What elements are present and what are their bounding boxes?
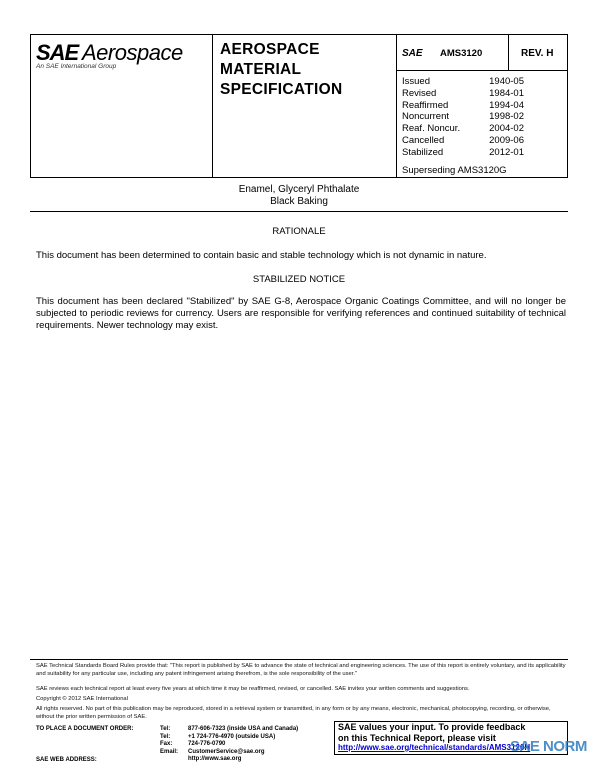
- sae-logo-aerospace: Aerospace: [82, 40, 183, 65]
- history-date: 2009-06: [489, 134, 524, 146]
- history-date: 1940-05: [489, 76, 524, 87]
- history-row: [402, 135, 524, 147]
- header-divider-docnum: [396, 70, 568, 71]
- feedback-line2: on this Technical Report, please visit: [338, 732, 496, 743]
- header-divider-rev: [508, 34, 509, 70]
- history-row: [402, 88, 524, 100]
- history-label: Reaf. Noncur.: [402, 123, 461, 135]
- superseding-note: Superseding AMS3120G: [402, 165, 507, 176]
- header-divider-left: [212, 34, 213, 178]
- contact-value: 877-606-7323 (inside USA and Canada): [188, 726, 299, 732]
- subject-line2: Black Baking: [270, 196, 328, 207]
- history-row: [402, 111, 524, 123]
- contact-key: Fax:: [160, 741, 173, 748]
- history-date: 1994-04: [489, 99, 524, 111]
- footer-rules-text: SAE Technical Standards Board Rules provide that: "This report is published by SAE to advance the state of technical and engineering sciences. The use of this report is entirely voluntary, and its applicability and suitability for any particular use, including any patent infringement arising therefrom, is the sole responsibility of the user.": [36, 663, 566, 677]
- history-date: 1984-01: [489, 87, 524, 99]
- document-history: [402, 76, 524, 159]
- history-date: 2004-02: [489, 123, 524, 135]
- footer-copyright: Copyright © 2012 SAE International: [36, 696, 128, 702]
- rationale-heading: RATIONALE: [272, 226, 326, 237]
- header-divider-right: [396, 34, 397, 178]
- footer-review-text: SAE reviews each technical report at least every five years at which time it may be reaffirmed, revised, or cancelled. SAE invites your written comments and suggestions.: [36, 686, 470, 692]
- feedback-line1: SAE values your input. To provide feedback: [338, 722, 526, 732]
- history-date: 1998-02: [489, 111, 524, 123]
- contact-value: 724-776-0790: [188, 741, 226, 748]
- history-row: [402, 123, 524, 135]
- feedback-text: [338, 722, 525, 743]
- feedback-link[interactable]: http://www.sae.org/technical/standards/AMS3120H: [338, 743, 531, 752]
- sae-website-link[interactable]: http://www.sae.org: [188, 756, 242, 763]
- spec-title-line3: SPECIFICATION: [220, 81, 343, 98]
- contact-key: Email:: [160, 748, 179, 755]
- web-address-label: SAE WEB ADDRESS:: [36, 757, 97, 763]
- document-subject: [30, 184, 568, 208]
- stabilized-text: This document has been declared "Stabilized" by SAE G-8, Aerospace Organic Coatings Committee, and will no longer be subjected to periodic reviews for currency. Users are responsible for verifying references and continued suitability of technical requirements. Newer technology may exist.: [36, 296, 566, 331]
- history-label: Noncurrent: [402, 111, 449, 123]
- order-label: TO PLACE A DOCUMENT ORDER:: [36, 726, 134, 732]
- history-label: Reaffirmed: [402, 99, 449, 111]
- sae-small-mark: SAE: [402, 48, 423, 59]
- history-date: 2012-01: [489, 146, 524, 158]
- history-label: Revised: [402, 87, 437, 99]
- contact-key: Tel:: [160, 726, 171, 732]
- subject-divider: [30, 211, 568, 212]
- spec-title: [220, 40, 342, 100]
- footer-rights-text: All rights reserved. No part of this publication may be reproduced, stored in a retrieval system or transmitted, in any form or by any means, electronic, mechanical, photocopying, recording, or otherwise, without the prior written permission of SAE.: [36, 706, 551, 720]
- history-label: Issued: [402, 76, 430, 87]
- contact-value: +1 724-776-4970 (outside USA): [188, 733, 276, 740]
- contact-email[interactable]: CustomerService@sae.org: [188, 748, 265, 755]
- history-row: [402, 147, 524, 159]
- stabilized-heading: STABILIZED NOTICE: [252, 274, 346, 285]
- history-label: Stabilized: [402, 146, 444, 158]
- spec-title-line2: MATERIAL: [220, 61, 302, 78]
- sae-norm-watermark: SAE NORM: [510, 738, 587, 755]
- sae-logo-mark: SAE: [36, 40, 79, 65]
- contact-key: Tel:: [160, 733, 171, 740]
- history-label: Cancelled: [402, 134, 445, 146]
- rationale-text: This document has been determined to contain basic and stable technology which is not dynamic in nature.: [36, 250, 487, 261]
- sae-logo-subtitle: An SAE International Group: [36, 63, 117, 70]
- revision-label: REV. H: [521, 48, 554, 59]
- footer-divider: [30, 659, 568, 660]
- history-row: [402, 76, 524, 88]
- subject-line1: Enamel, Glyceryl Phthalate: [238, 184, 360, 195]
- spec-title-line1: AEROSPACE: [220, 41, 320, 58]
- history-row: [402, 100, 524, 112]
- doc-number: AMS3120: [440, 48, 483, 59]
